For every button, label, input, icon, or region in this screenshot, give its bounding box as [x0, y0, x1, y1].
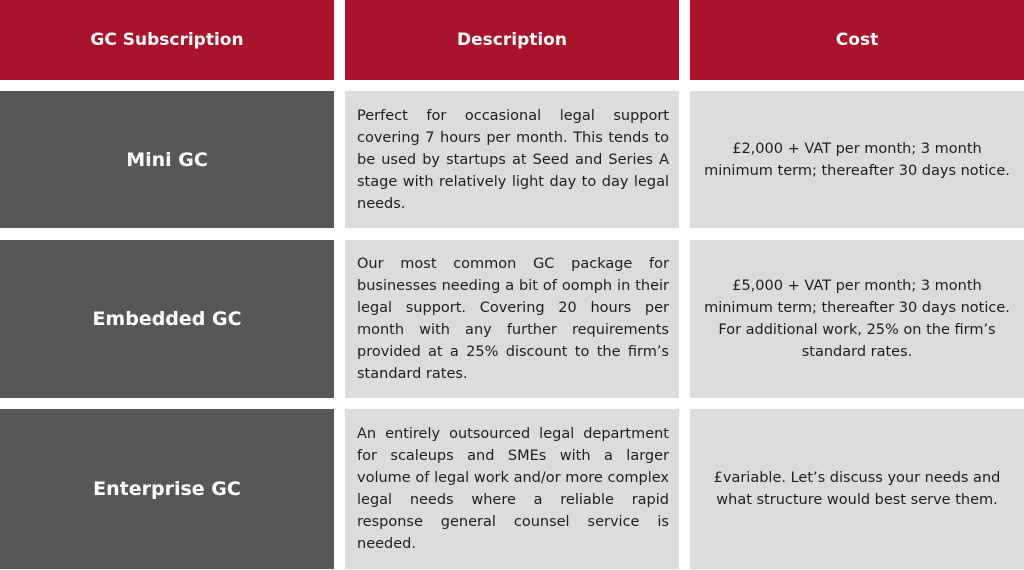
row-mini-gc-cost [690, 91, 1024, 228]
header-cost [690, 0, 1024, 80]
plan-name: Mini GC [126, 148, 208, 171]
plan-description: Our most common GC package for businesses needing a bit of oomph in their legal support. Covering 20 hours per month with any further requirements provided at a 25% discount to the firm’s standard rates. [357, 256, 669, 382]
plan-cost: £variable. Let’s discuss your needs and what structure would best serve them. [713, 470, 1001, 508]
plan-description: Perfect for occasional legal support covering 7 hours per month. This tends to be used by startups at Seed and Series A stage with relatively light day to day legal needs. [357, 107, 669, 212]
row-embedded-gc-description [345, 240, 679, 398]
plan-description: An entirely outsourced legal department for scaleups and SMEs with a larger volume of legal work and/or more complex legal needs where a reliable rapid response general counsel service is needed. [357, 426, 669, 552]
row-enterprise-gc-name [0, 409, 334, 569]
row-mini-gc-description [345, 91, 679, 228]
row-enterprise-gc-description [345, 409, 679, 569]
header-cost-label: Cost [835, 30, 879, 50]
row-embedded-gc-name [0, 240, 334, 398]
row-embedded-gc-cost [690, 240, 1024, 398]
header-description [345, 0, 679, 80]
header-subscription [0, 0, 334, 80]
plan-name: Enterprise GC [93, 478, 241, 500]
row-enterprise-gc-cost [690, 409, 1024, 569]
plan-name: Embedded GC [92, 308, 242, 330]
plan-cost: £2,000 + VAT per month; 3 month minimum term; thereafter 30 days notice. [704, 140, 1010, 179]
row-mini-gc-name [0, 91, 334, 228]
plan-cost: £5,000 + VAT per month; 3 month minimum term; thereafter 30 days notice. For additional work, 25% on the firm’s standard rates. [704, 278, 1010, 360]
header-description-label: Description [457, 30, 567, 50]
header-subscription-label: GC Subscription [90, 30, 244, 50]
